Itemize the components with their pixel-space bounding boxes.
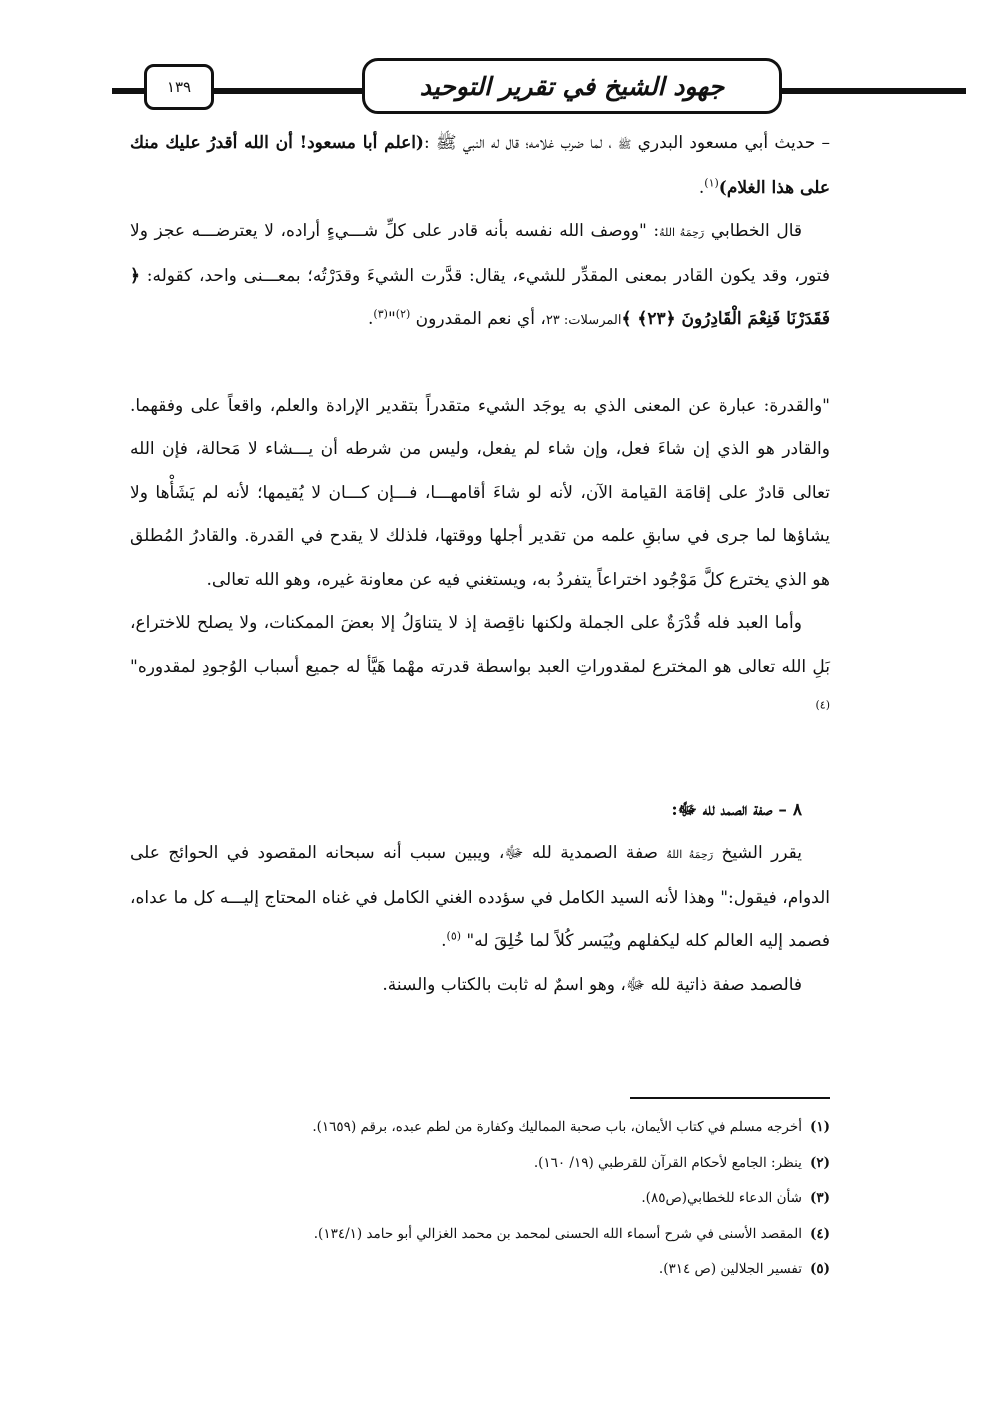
- punctuation: .: [441, 931, 447, 951]
- footnote-number: (٢): [809, 1154, 830, 1171]
- footnote-text: ينظر: الجامع لأحكام القرآن للقرطبي (١٩/ ١٦٠).: [533, 1154, 802, 1171]
- punctuation: .: [368, 309, 374, 329]
- footnote-ref[interactable]: (١): [704, 175, 719, 189]
- footnote-item: [130, 1181, 830, 1217]
- paragraph-samad: [130, 832, 830, 964]
- running-title: جهود الشيخ في تقرير التوحيد: [419, 71, 725, 101]
- paragraph-samad-conclusion: فالصمد صفة ذاتية لله ﷻ، وهو اسمٌ له ثابت بالكتاب والسنة.: [382, 974, 802, 995]
- footnote-separator: [630, 1097, 830, 1099]
- quran-verse: ﴿ فَقَدَرْنَا فَنِعْمَ الْقَادِرُونَ ﴿٢٣﴾ ﴾: [130, 265, 830, 329]
- spacer: [130, 343, 830, 385]
- paragraph-abd: [130, 602, 830, 733]
- footnote-ref[interactable]: (٥): [446, 929, 462, 943]
- footnote-ref[interactable]: (٣): [373, 307, 388, 321]
- footnote-text: شأن الدعاء للخطابي(ص٨٥).: [641, 1190, 802, 1206]
- main-text: [130, 122, 830, 1007]
- running-title-box: [362, 58, 782, 114]
- footnote-item: [130, 1146, 830, 1182]
- footnote-number: (٥): [809, 1261, 830, 1277]
- honorific-mark: رَحِمَهُ اللهُ: [659, 226, 705, 239]
- quote-mark: ": [387, 309, 396, 329]
- paragraph-qudra: "والقدرة: عبارة عن المعنى الذي به يوجَد الشيء متقدراً بتقدير الإرادة والعلم، واقعاً على وفقهما. والقادر هو الذي إن شاءَ فعل، وإن شاء لم يفعل، وليس من شرطه أن يـــشاء لا مَحالة، فإن الله تعالى قادرٌ على إقامَة القيامة الآن، لأنه لو شاءَ أقامهـــا، فـــإن كـــان لا يُقيمها؛ لأنه لم يَشَأْها ولا يشاؤها لما جرى في سابقِ علمه من تقدير أجلها ووقتها، فلذلك لا يقدح في القدرة. والقادرُ المُطلق هو الذي يخترع كلَّ مَوْجُود اختراعاً يتفردُ به، ويستغني فيه عن معاونة غيره، وهو الله تعالى.: [130, 395, 830, 590]
- page-number: ١٣٩: [166, 78, 192, 96]
- quran-reference: المرسلات: ٢٣: [545, 313, 622, 328]
- page-number-box: [144, 64, 214, 110]
- footnote-number: (٤): [809, 1225, 830, 1242]
- paragraph-khattabi: [130, 210, 830, 343]
- khattabi-intro: قال الخطابي: [704, 221, 802, 241]
- footnote-text: أخرجه مسلم في كتاب الأيمان، باب صحبة المماليك وكفارة من لطم عبده، برقم (١٦٥٩).: [312, 1119, 802, 1135]
- footnote-item: [130, 1110, 830, 1146]
- hadith-intro: – حديث أبي مسعود البدري: [631, 133, 830, 153]
- spacer: [130, 733, 830, 789]
- footnote-number: (٣): [809, 1190, 830, 1206]
- honorific-mark: رَحِمَهُ اللهُ: [666, 848, 714, 861]
- section-heading: ٨ – صفة الصمد لله ﷻ:: [671, 799, 802, 820]
- samad-text: صفة الصمدية لله ﷻ، ويبين سبب أنه سبحانه المقصود في الحوائج على الدوام، فيقول:" وهذا لأنه السيد الكامل في سؤدده الغني الكامل في غناه المحتاج إليـــه كل ما عداه، فصمد إليه العالم كله ليكفلهم ويُيَسر كُلاً لما خُلِقَ له": [130, 843, 830, 951]
- footnotes: [130, 1110, 830, 1288]
- honorific-mark: ﷺ: [618, 138, 632, 151]
- footnote-item: [130, 1217, 830, 1253]
- paragraph-hadith: [130, 122, 830, 210]
- hadith-text: (اعلم أبا مسعود! أن الله أقدرُ عليك منك على هذا الغلام): [130, 133, 830, 198]
- samad-intro: يقرر الشيخ: [713, 843, 802, 863]
- footnote-text: تفسير الجلالين (ص ٣١٤).: [658, 1261, 802, 1277]
- abd-text: وأما العبد فله قُدْرَةٌ على الجملة ولكنها ناقِصة إذ لا يتناوَلُ إلا بعضَ الممكنات، ولا يصلح للاختراع، بَلِ الله تعالى هو المخترع لمقدوراتِ العبد بواسطة قدرته مهْما هَيَّأ له جميع أسباب الوُجودِ لمقدوره": [130, 613, 830, 677]
- punctuation: .: [698, 177, 705, 198]
- khattabi-quote-end: ، أي نعم المقدرون: [410, 309, 546, 329]
- footnote-ref[interactable]: (٢): [395, 307, 411, 321]
- footnote-text: المقصد الأسنى في شرح أسماء الله الحسنى لمحمد بن محمد الغزالي أبو حامد (١٣٤/١).: [313, 1225, 802, 1242]
- khattabi-quote: : "ووصف الله نفسه بأنه قادر على كلِّ شـــيءٍ أراده، لا يعترضـــه عجز ولا فتور، وقد يكون القادر بمعنى المقدِّر للشيء، يقال: قدَّرت الشيءَ وقدَرْتُه؛ بمعـــنى واحد، كقوله:: [130, 221, 830, 286]
- hadith-intro-cont: ، لما ضرب غلامه؛ قال له النبي ﷺ :: [423, 133, 618, 153]
- footnote-number: (١): [809, 1119, 830, 1135]
- footnote-item: [130, 1252, 830, 1288]
- footnote-ref[interactable]: (٤): [815, 698, 830, 712]
